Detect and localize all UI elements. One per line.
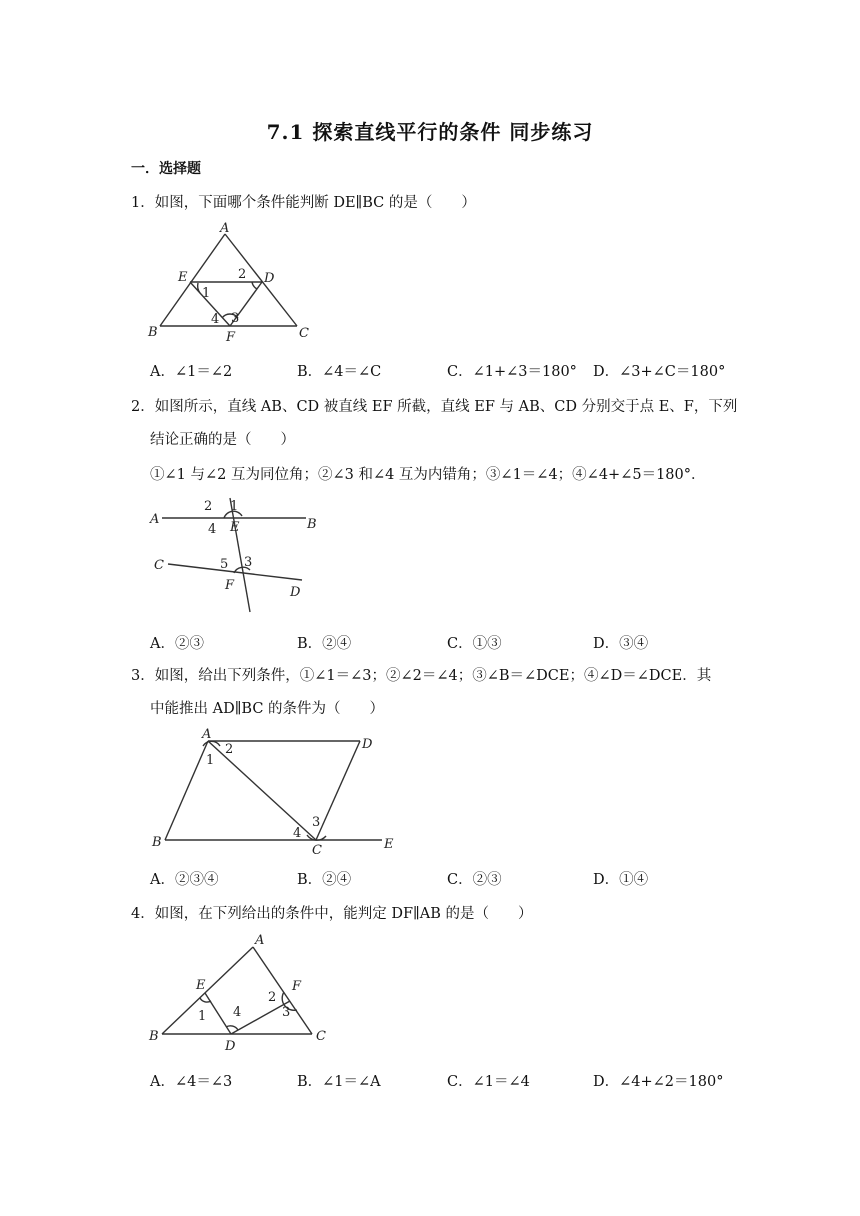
- q2-stem-line3: ①∠1 与∠2 互为同位角；②∠3 和∠4 互为内错角；③∠1＝∠4；④∠4+∠5＝180°．: [150, 467, 706, 483]
- q2-option-b[interactable]: B．②④: [297, 636, 352, 652]
- q3-label-2: 2: [225, 742, 234, 757]
- q1-stem: 1．如图，下面哪个条件能判断 DE∥BC 的是（ ）: [131, 195, 476, 211]
- q1-arc-2: [252, 282, 257, 289]
- q1-option-a[interactable]: A．∠1＝∠2: [150, 364, 233, 380]
- q2-label-d: D: [290, 585, 301, 600]
- q2-label-2: 2: [204, 499, 213, 514]
- q1-label-d: D: [264, 271, 275, 286]
- q3-label-4: 4: [293, 826, 302, 841]
- q2-stem-line2: 结论正确的是（ ）: [150, 432, 295, 448]
- q3-label-c: C: [312, 843, 322, 858]
- q2-label-1: 1: [230, 499, 239, 514]
- q3-stem-line2: 中能推出 AD∥BC 的条件为（ ）: [150, 701, 385, 717]
- q4-stem: 4．如图，在下列给出的条件中，能判定 DF∥AB 的是（ ）: [131, 906, 533, 922]
- q2-stem-line1: 2．如图所示，直线 AB、CD 被直线 EF 所截，直线 EF 与 AB、CD 分别交于点 E、F，下列: [131, 399, 738, 415]
- q2-label-c: C: [154, 558, 164, 573]
- q3-option-d[interactable]: D．①④: [593, 872, 649, 888]
- q3-stem-line1: 3．如图，给出下列条件，①∠1＝∠3；②∠2＝∠4；③∠B＝∠DCE；④∠D＝∠DCE．其: [131, 668, 712, 684]
- q4-option-b[interactable]: B．∠1＝∠A: [297, 1074, 381, 1090]
- q1-option-d[interactable]: D．∠3+∠C＝180°: [593, 364, 726, 380]
- q4-line-ab: [162, 947, 253, 1034]
- q4-label-e: E: [196, 978, 206, 993]
- q4-label-2: 2: [268, 990, 277, 1005]
- q2-label-a: A: [150, 512, 160, 527]
- q1-label-b: B: [148, 325, 158, 340]
- q2-option-c[interactable]: C．①③: [447, 636, 502, 652]
- q1-option-b[interactable]: B．∠4＝∠C: [297, 364, 382, 380]
- q4-option-d[interactable]: D．∠4+∠2＝180°: [593, 1074, 724, 1090]
- q1-label-c: C: [299, 326, 309, 341]
- q4-label-4: 4: [233, 1005, 242, 1020]
- q3-label-1: 1: [206, 753, 215, 768]
- q3-line-ab: [165, 741, 208, 840]
- q3-line-dc: [316, 741, 360, 840]
- q2-label-b: B: [307, 517, 317, 532]
- q3-label-3: 3: [312, 815, 321, 830]
- q4-label-c: C: [316, 1029, 326, 1044]
- q4-option-c[interactable]: C．∠1＝∠4: [447, 1074, 530, 1090]
- q3-label-a: A: [202, 727, 212, 742]
- q4-label-b: B: [149, 1029, 159, 1044]
- q1-label-1: 1: [202, 286, 211, 301]
- q2-label-3: 3: [244, 555, 253, 570]
- q1-option-c[interactable]: C．∠1+∠3＝180°: [447, 364, 577, 380]
- q4-option-a[interactable]: A．∠4＝∠3: [150, 1074, 233, 1090]
- q4-line-ed: [205, 993, 231, 1034]
- q3-label-d: D: [362, 737, 373, 752]
- q4-label-3: 3: [282, 1005, 291, 1020]
- q1-label-3: 3: [231, 311, 240, 326]
- q2-label-5: 5: [220, 557, 229, 572]
- q4-figure: [140, 928, 340, 1053]
- q1-label-a: A: [220, 221, 230, 236]
- q2-figure: [140, 490, 330, 615]
- q1-label-e: E: [178, 270, 188, 285]
- q3-label-e: E: [384, 837, 394, 852]
- q3-option-b[interactable]: B．②④: [297, 872, 352, 888]
- q3-label-b: B: [152, 835, 162, 850]
- q4-line-ac: [253, 947, 312, 1034]
- q3-figure: [140, 722, 410, 862]
- q1-label-4: 4: [211, 312, 220, 327]
- q1-label-f: F: [226, 330, 236, 345]
- q4-label-1: 1: [198, 1009, 207, 1024]
- q4-label-d: D: [225, 1039, 236, 1053]
- q1-figure: [140, 220, 330, 345]
- section-heading: 一．选择题: [131, 161, 201, 177]
- q2-label-f: F: [225, 578, 235, 593]
- q1-label-2: 2: [238, 267, 247, 282]
- q2-option-a[interactable]: A．②③: [150, 636, 204, 652]
- q4-label-a: A: [255, 933, 265, 948]
- page-title: 7.1 探索直线平行的条件 同步练习: [266, 120, 594, 144]
- q2-label-e: E: [230, 520, 240, 535]
- q3-option-c[interactable]: C．②③: [447, 872, 502, 888]
- q4-label-f: F: [292, 979, 302, 994]
- q3-option-a[interactable]: A．②③④: [150, 872, 219, 888]
- q2-label-4: 4: [208, 522, 217, 537]
- q2-option-d[interactable]: D．③④: [593, 636, 649, 652]
